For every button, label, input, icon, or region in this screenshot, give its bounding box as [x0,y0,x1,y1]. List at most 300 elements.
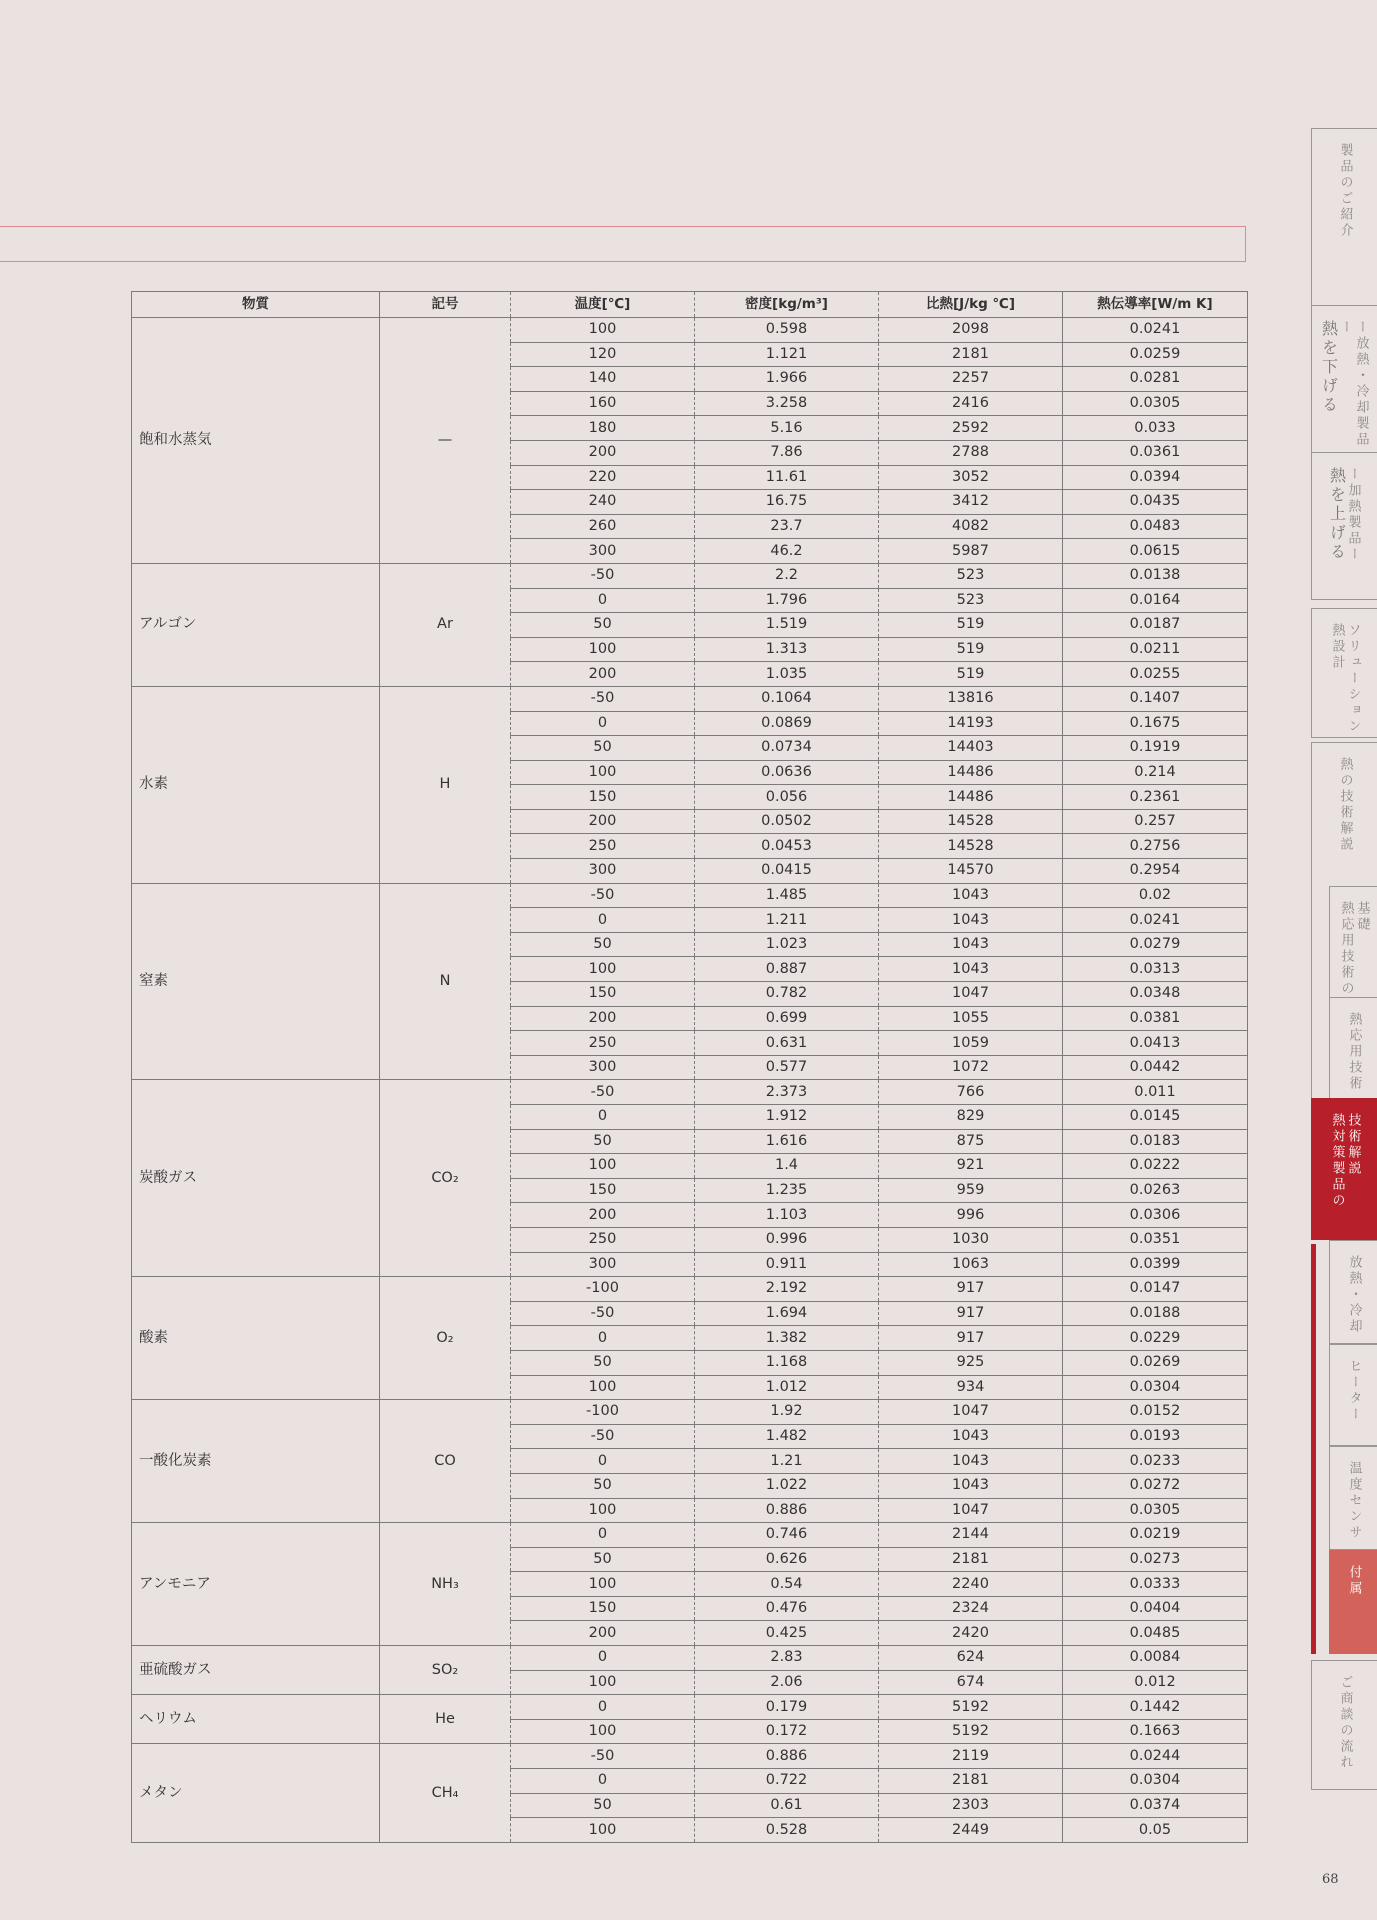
density-cell: 1.382 [695,1326,879,1351]
thermal-conductivity-cell: 0.257 [1063,809,1248,834]
temperature-cell: 100 [511,957,695,982]
specific-heat-cell: 14528 [879,809,1063,834]
thermal-conductivity-cell: 0.0348 [1063,982,1248,1007]
thermal-conductivity-cell: 0.0351 [1063,1227,1248,1252]
substance-symbol: CH₄ [380,1744,511,1842]
density-cell: 2.373 [695,1080,879,1105]
active-section-bar [1311,1244,1316,1654]
density-cell: 0.425 [695,1621,879,1646]
density-cell: 1.694 [695,1301,879,1326]
temperature-cell: 100 [511,1572,695,1597]
specific-heat-cell: 14403 [879,736,1063,761]
temperature-cell: 0 [511,1105,695,1130]
table-row [132,1695,1248,1720]
density-cell: 0.699 [695,1006,879,1031]
temperature-cell: 200 [511,662,695,687]
sidebar-item-label: 温度センサ [1346,1461,1362,1541]
substance-name: メタン [132,1744,380,1842]
density-cell: 0.626 [695,1547,879,1572]
sidebar-item-label: 熱応用技術 [1346,1012,1362,1092]
specific-heat-cell: 2257 [879,367,1063,392]
temperature-cell: 140 [511,367,695,392]
specific-heat-cell: 2119 [879,1744,1063,1769]
sidebar-item-measures[interactable] [1311,1098,1377,1240]
temperature-cell: 120 [511,342,695,367]
density-cell: 1.912 [695,1105,879,1130]
sidebar-item-label: 放熱・冷却 [1346,1255,1362,1335]
thermal-conductivity-cell: 0.0442 [1063,1055,1248,1080]
specific-heat-cell: 1043 [879,932,1063,957]
substance-name: ヘリウム [132,1695,380,1744]
thermal-conductivity-cell: 0.0273 [1063,1547,1248,1572]
thermal-conductivity-cell: 0.0615 [1063,539,1248,564]
sidebar-item-label: 熱の技術解説 [1337,757,1353,853]
density-cell: 1.519 [695,613,879,638]
specific-heat-cell: 5192 [879,1719,1063,1744]
temperature-cell: -50 [511,1424,695,1449]
density-cell: 0.782 [695,982,879,1007]
temperature-cell: 250 [511,834,695,859]
specific-heat-cell: 917 [879,1301,1063,1326]
sidebar-item-heating[interactable] [1311,452,1377,600]
thermal-conductivity-cell: 0.0313 [1063,957,1248,982]
specific-heat-cell: 2181 [879,1547,1063,1572]
specific-heat-cell: 1059 [879,1031,1063,1056]
temperature-cell: 50 [511,1473,695,1498]
sidebar-item-sublabel: 基礎 [1354,901,1370,933]
temperature-cell: 200 [511,1203,695,1228]
specific-heat-cell: 925 [879,1350,1063,1375]
temperature-cell: 300 [511,539,695,564]
temperature-cell: -50 [511,883,695,908]
thermal-conductivity-cell: 0.0306 [1063,1203,1248,1228]
temperature-cell: 50 [511,1793,695,1818]
thermal-conductivity-cell: 0.214 [1063,760,1248,785]
table-row [132,883,1248,908]
thermal-conductivity-cell: 0.011 [1063,1080,1248,1105]
temperature-cell: 260 [511,514,695,539]
specific-heat-cell: 2240 [879,1572,1063,1597]
substance-symbol: CO [380,1400,511,1523]
specific-heat-cell: 1043 [879,1473,1063,1498]
specific-heat-cell: 519 [879,662,1063,687]
sidebar-item-sublabel: ー放熱・冷却製品ー [1337,320,1369,448]
specific-heat-cell: 14528 [879,834,1063,859]
substance-name: 酸素 [132,1277,380,1400]
header-thermal-conductivity: 熱伝導率[W/m K] [1063,292,1248,318]
temperature-cell: 50 [511,932,695,957]
density-cell: 0.0734 [695,736,879,761]
specific-heat-cell: 1043 [879,908,1063,933]
density-cell: 1.21 [695,1449,879,1474]
substance-symbol: NH₃ [380,1523,511,1646]
specific-heat-cell: 1047 [879,982,1063,1007]
density-cell: 0.179 [695,1695,879,1720]
temperature-cell: -50 [511,1080,695,1105]
specific-heat-cell: 1063 [879,1252,1063,1277]
table-row [132,1277,1248,1302]
sidebar-item-sensor[interactable] [1329,1446,1377,1550]
temperature-cell: 50 [511,1129,695,1154]
specific-heat-cell: 13816 [879,686,1063,711]
density-cell: 0.61 [695,1793,879,1818]
thermal-conductivity-cell: 0.0241 [1063,908,1248,933]
temperature-cell: 200 [511,440,695,465]
temperature-cell: 100 [511,637,695,662]
temperature-cell: 0 [511,1646,695,1671]
density-cell: 1.012 [695,1375,879,1400]
header-temperature: 温度[℃] [511,292,695,318]
gas-properties-table [131,291,1248,1843]
specific-heat-cell: 523 [879,563,1063,588]
specific-heat-cell: 996 [879,1203,1063,1228]
density-cell: 1.966 [695,367,879,392]
thermal-conductivity-cell: 0.0305 [1063,1498,1248,1523]
density-cell: 46.2 [695,539,879,564]
specific-heat-cell: 1047 [879,1400,1063,1425]
specific-heat-cell: 921 [879,1154,1063,1179]
temperature-cell: 150 [511,1178,695,1203]
specific-heat-cell: 2303 [879,1793,1063,1818]
table-row [132,1080,1248,1105]
gas-properties-table-wrap [131,291,1247,1843]
thermal-conductivity-cell: 0.0381 [1063,1006,1248,1031]
specific-heat-cell: 875 [879,1129,1063,1154]
temperature-cell: 50 [511,1547,695,1572]
temperature-cell: -50 [511,686,695,711]
thermal-conductivity-cell: 0.2954 [1063,859,1248,884]
table-row [132,563,1248,588]
density-cell: 1.121 [695,342,879,367]
substance-name: 水素 [132,686,380,883]
thermal-conductivity-cell: 0.0255 [1063,662,1248,687]
density-cell: 2.06 [695,1670,879,1695]
substance-name: 一酸化炭素 [132,1400,380,1523]
substance-symbol: N [380,883,511,1080]
temperature-cell: 50 [511,736,695,761]
density-cell: 2.2 [695,563,879,588]
density-cell: 0.911 [695,1252,879,1277]
density-cell: 7.86 [695,440,879,465]
table-body [132,318,1248,1843]
header-specific-heat: 比熱[J/kg ℃] [879,292,1063,318]
density-cell: 0.886 [695,1498,879,1523]
temperature-cell: 180 [511,416,695,441]
substance-name: 飽和水蒸気 [132,318,380,564]
thermal-conductivity-cell: 0.0281 [1063,367,1248,392]
specific-heat-cell: 1047 [879,1498,1063,1523]
thermal-conductivity-cell: 0.0413 [1063,1031,1248,1056]
specific-heat-cell: 14486 [879,785,1063,810]
specific-heat-cell: 2098 [879,318,1063,343]
density-cell: 1.485 [695,883,879,908]
temperature-cell: 0 [511,711,695,736]
thermal-conductivity-cell: 0.0399 [1063,1252,1248,1277]
density-cell: 1.796 [695,588,879,613]
thermal-conductivity-cell: 0.0269 [1063,1350,1248,1375]
thermal-conductivity-cell: 0.0244 [1063,1744,1248,1769]
sidebar-item-sublabel: ー加熱製品ー [1345,467,1361,563]
density-cell: 2.192 [695,1277,879,1302]
thermal-conductivity-cell: 0.0164 [1063,588,1248,613]
temperature-cell: 0 [511,1695,695,1720]
substance-name: 窒素 [132,883,380,1080]
temperature-cell: 100 [511,1719,695,1744]
sidebar-item-label: 製品のご紹介 [1337,143,1353,239]
specific-heat-cell: 2416 [879,391,1063,416]
specific-heat-cell: 1030 [879,1227,1063,1252]
section-title-box [0,226,1246,262]
density-cell: 1.211 [695,908,879,933]
density-cell: 0.746 [695,1523,879,1548]
density-cell: 0.056 [695,785,879,810]
density-cell: 0.54 [695,1572,879,1597]
page-number: 68 [1322,1872,1339,1887]
temperature-cell: -100 [511,1400,695,1425]
sidebar-item-label: 付属 [1346,1565,1362,1597]
thermal-conductivity-cell: 0.1442 [1063,1695,1248,1720]
specific-heat-cell: 1043 [879,883,1063,908]
temperature-cell: -50 [511,1744,695,1769]
specific-heat-cell: 917 [879,1277,1063,1302]
thermal-conductivity-cell: 0.0211 [1063,637,1248,662]
density-cell: 0.887 [695,957,879,982]
sidebar-item-basics[interactable] [1329,886,1377,998]
density-cell: 2.83 [695,1646,879,1671]
temperature-cell: 300 [511,1252,695,1277]
density-cell: 0.528 [695,1818,879,1843]
specific-heat-cell: 3412 [879,490,1063,515]
sidebar-item-label: 熱を上げる [1327,467,1347,562]
thermal-conductivity-cell: 0.0138 [1063,563,1248,588]
temperature-cell: 200 [511,1006,695,1031]
substance-symbol: CO₂ [380,1080,511,1277]
thermal-conductivity-cell: 0.0305 [1063,391,1248,416]
temperature-cell: 150 [511,1596,695,1621]
density-cell: 0.886 [695,1744,879,1769]
density-cell: 1.482 [695,1424,879,1449]
density-cell: 0.0636 [695,760,879,785]
temperature-cell: 150 [511,785,695,810]
thermal-conductivity-cell: 0.0485 [1063,1621,1248,1646]
density-cell: 0.598 [695,318,879,343]
thermal-conductivity-cell: 0.1407 [1063,686,1248,711]
substance-symbol: O₂ [380,1277,511,1400]
thermal-conductivity-cell: 0.0222 [1063,1154,1248,1179]
density-cell: 1.313 [695,637,879,662]
specific-heat-cell: 14193 [879,711,1063,736]
thermal-conductivity-cell: 0.0219 [1063,1523,1248,1548]
specific-heat-cell: 1072 [879,1055,1063,1080]
thermal-conductivity-cell: 0.0084 [1063,1646,1248,1671]
temperature-cell: 50 [511,1350,695,1375]
thermal-conductivity-cell: 0.2756 [1063,834,1248,859]
specific-heat-cell: 917 [879,1326,1063,1351]
substance-symbol: Ar [380,563,511,686]
specific-heat-cell: 5192 [879,1695,1063,1720]
specific-heat-cell: 2181 [879,342,1063,367]
thermal-conductivity-cell: 0.0183 [1063,1129,1248,1154]
density-cell: 0.1064 [695,686,879,711]
sidebar-item-products[interactable] [1311,128,1377,306]
thermal-conductivity-cell: 0.2361 [1063,785,1248,810]
table-row [132,686,1248,711]
thermal-conductivity-cell: 0.0152 [1063,1400,1248,1425]
specific-heat-cell: 766 [879,1080,1063,1105]
thermal-conductivity-cell: 0.0145 [1063,1105,1248,1130]
density-cell: 16.75 [695,490,879,515]
specific-heat-cell: 14486 [879,760,1063,785]
temperature-cell: 0 [511,1449,695,1474]
substance-symbol: He [380,1695,511,1744]
sidebar-item-solution[interactable] [1311,608,1377,738]
specific-heat-cell: 2144 [879,1523,1063,1548]
substance-name: 炭酸ガス [132,1080,380,1277]
thermal-conductivity-cell: 0.012 [1063,1670,1248,1695]
specific-heat-cell: 4082 [879,514,1063,539]
header-symbol: 記号 [380,292,511,318]
thermal-conductivity-cell: 0.02 [1063,883,1248,908]
density-cell: 11.61 [695,465,879,490]
specific-heat-cell: 5987 [879,539,1063,564]
specific-heat-cell: 2181 [879,1769,1063,1794]
temperature-cell: 0 [511,1769,695,1794]
temperature-cell: 0 [511,908,695,933]
density-cell: 0.0453 [695,834,879,859]
thermal-conductivity-cell: 0.0147 [1063,1277,1248,1302]
sidebar-item-cooling[interactable] [1311,305,1377,453]
density-cell: 0.0415 [695,859,879,884]
temperature-cell: 240 [511,490,695,515]
thermal-conductivity-cell: 0.0263 [1063,1178,1248,1203]
density-cell: 1.168 [695,1350,879,1375]
sidebar-item-label: ご商談の流れ [1337,1675,1353,1771]
temperature-cell: 100 [511,1670,695,1695]
temperature-cell: 160 [511,391,695,416]
table-row [132,1646,1248,1671]
thermal-conductivity-cell: 0.0193 [1063,1424,1248,1449]
substance-name: 亜硫酸ガス [132,1646,380,1695]
thermal-conductivity-cell: 0.033 [1063,416,1248,441]
specific-heat-cell: 934 [879,1375,1063,1400]
sidebar-item-flow[interactable] [1311,1660,1377,1790]
density-cell: 1.022 [695,1473,879,1498]
thermal-conductivity-cell: 0.0229 [1063,1326,1248,1351]
temperature-cell: 300 [511,859,695,884]
sidebar-item-label: ヒーター [1346,1359,1362,1423]
table-row [132,1523,1248,1548]
temperature-cell: 100 [511,1818,695,1843]
specific-heat-cell: 2592 [879,416,1063,441]
specific-heat-cell: 519 [879,613,1063,638]
specific-heat-cell: 2788 [879,440,1063,465]
thermal-conductivity-cell: 0.0361 [1063,440,1248,465]
sidebar-item-label: 熱を下げる [1319,320,1339,415]
sidebar-item-heater[interactable] [1329,1344,1377,1446]
specific-heat-cell: 1043 [879,1424,1063,1449]
specific-heat-cell: 519 [879,637,1063,662]
thermal-conductivity-cell: 0.0333 [1063,1572,1248,1597]
substance-symbol: — [380,318,511,564]
thermal-conductivity-cell: 0.1919 [1063,736,1248,761]
sidebar-item-sublabel: ソリューション [1345,623,1361,735]
sidebar-item-cool2[interactable] [1329,1240,1377,1344]
thermal-conductivity-cell: 0.0233 [1063,1449,1248,1474]
header-substance: 物質 [132,292,380,318]
temperature-cell: 200 [511,809,695,834]
thermal-conductivity-cell: 0.0187 [1063,613,1248,638]
temperature-cell: 100 [511,1375,695,1400]
specific-heat-cell: 674 [879,1670,1063,1695]
thermal-conductivity-cell: 0.0279 [1063,932,1248,957]
specific-heat-cell: 2324 [879,1596,1063,1621]
thermal-conductivity-cell: 0.0272 [1063,1473,1248,1498]
thermal-conductivity-cell: 0.0435 [1063,490,1248,515]
temperature-cell: -50 [511,1301,695,1326]
substance-symbol: SO₂ [380,1646,511,1695]
thermal-conductivity-cell: 0.0404 [1063,1596,1248,1621]
density-cell: 5.16 [695,416,879,441]
header-density: 密度[kg/m³] [695,292,879,318]
thermal-conductivity-cell: 0.1663 [1063,1719,1248,1744]
table-header-row [132,292,1248,318]
density-cell: 3.258 [695,391,879,416]
density-cell: 1.92 [695,1400,879,1425]
density-cell: 23.7 [695,514,879,539]
specific-heat-cell: 14570 [879,859,1063,884]
thermal-conductivity-cell: 0.0304 [1063,1769,1248,1794]
specific-heat-cell: 2449 [879,1818,1063,1843]
temperature-cell: 200 [511,1621,695,1646]
table-row [132,1400,1248,1425]
sidebar-item-label: 熱対策製品の [1329,1113,1345,1209]
temperature-cell: 250 [511,1227,695,1252]
density-cell: 1.4 [695,1154,879,1179]
density-cell: 0.631 [695,1031,879,1056]
table-row [132,1744,1248,1769]
specific-heat-cell: 1043 [879,1449,1063,1474]
temperature-cell: -50 [511,563,695,588]
density-cell: 0.577 [695,1055,879,1080]
substance-symbol: H [380,686,511,883]
thermal-conductivity-cell: 0.05 [1063,1818,1248,1843]
density-cell: 0.722 [695,1769,879,1794]
density-cell: 1.616 [695,1129,879,1154]
density-cell: 0.172 [695,1719,879,1744]
temperature-cell: 150 [511,982,695,1007]
thermal-conductivity-cell: 0.0483 [1063,514,1248,539]
substance-name: アルゴン [132,563,380,686]
thermal-conductivity-cell: 0.0259 [1063,342,1248,367]
specific-heat-cell: 829 [879,1105,1063,1130]
specific-heat-cell: 523 [879,588,1063,613]
density-cell: 1.023 [695,932,879,957]
thermal-conductivity-cell: 0.0188 [1063,1301,1248,1326]
thermal-conductivity-cell: 0.0304 [1063,1375,1248,1400]
density-cell: 0.0502 [695,809,879,834]
temperature-cell: 250 [511,1031,695,1056]
specific-heat-cell: 624 [879,1646,1063,1671]
density-cell: 1.103 [695,1203,879,1228]
specific-heat-cell: 1055 [879,1006,1063,1031]
thermal-conductivity-cell: 0.0241 [1063,318,1248,343]
table-row [132,318,1248,343]
density-cell: 0.996 [695,1227,879,1252]
specific-heat-cell: 2420 [879,1621,1063,1646]
temperature-cell: 100 [511,1498,695,1523]
sidebar-item-appendix[interactable] [1329,1550,1377,1654]
sidebar-item-sublabel: 技術解説 [1345,1113,1361,1177]
